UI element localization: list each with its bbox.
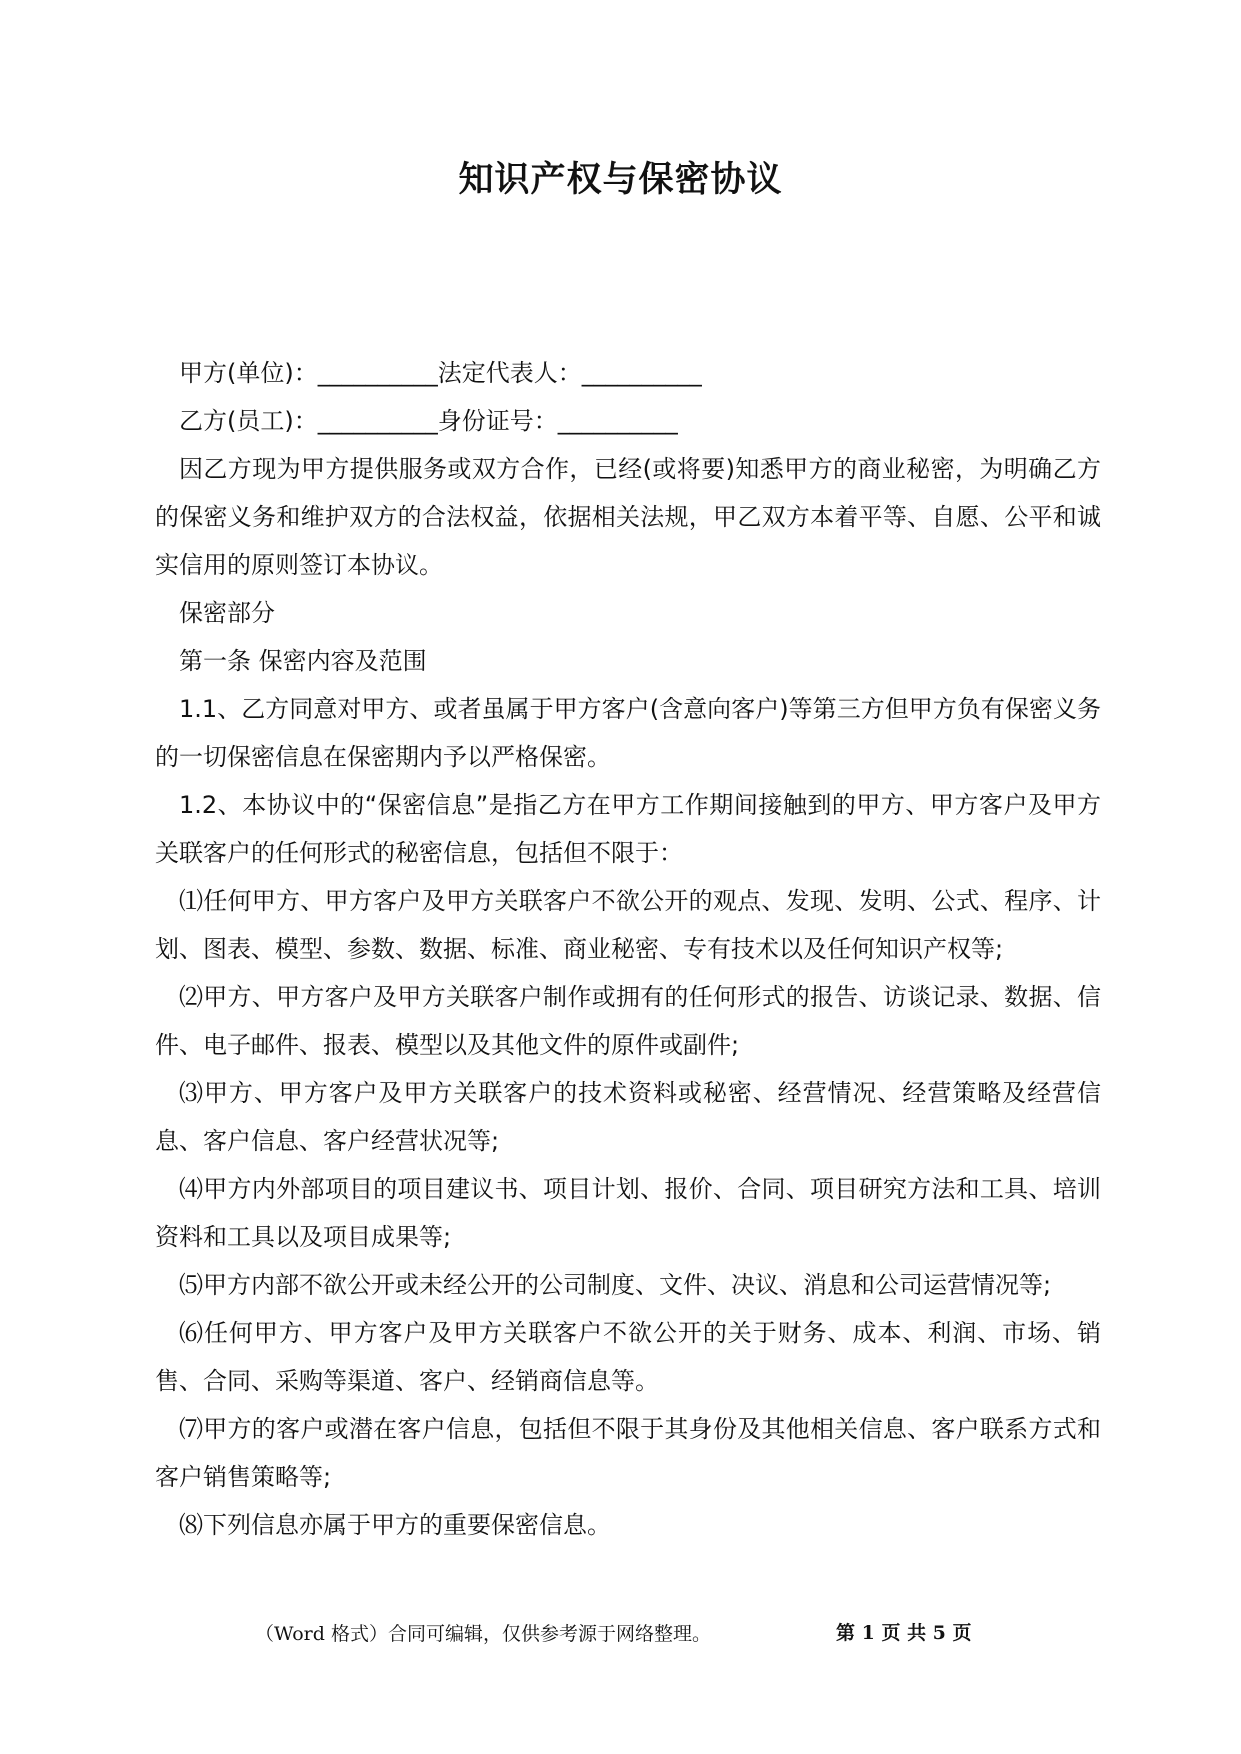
page-indicator: 第 1 页 共 5 页 (836, 1622, 972, 1644)
document-body (155, 349, 1101, 1549)
clause-1-1: 1.1、乙方同意对甲方、或者虽属于甲方客户(含意向客户)等第三方但甲方负有保密义务的一切保密信息在保密期内予以严格保密。 (155, 695, 1101, 771)
party-b-line: 乙方(员工)：__________身份证号：__________ (179, 407, 678, 435)
list-item-6: ⑹任何甲方、甲方客户及甲方关联客户不欲公开的关于财务、成本、利润、市场、销售、合同、采购等渠道、客户、经销商信息等。 (155, 1319, 1101, 1395)
list-item-3: ⑶甲方、甲方客户及甲方关联客户的技术资料或秘密、经营情况、经营策略及经营信息、客户信息、客户经营状况等; (155, 1079, 1101, 1155)
document-title: 知识产权与保密协议 (458, 160, 783, 200)
list-item-8: ⑻下列信息亦属于甲方的重要保密信息。 (179, 1511, 611, 1539)
list-item-1: ⑴任何甲方、甲方客户及甲方关联客户不欲公开的观点、发现、发明、公式、程序、计划、图表、模型、参数、数据、标准、商业秘密、专有技术以及任何知识产权等; (155, 887, 1101, 963)
party-a-line: 甲方(单位)：__________法定代表人：__________ (179, 359, 702, 387)
article-heading: 第一条 保密内容及范围 (179, 647, 427, 675)
preamble-paragraph: 因乙方现为甲方提供服务或双方合作，已经(或将要)知悉甲方的商业秘密，为明确乙方的保密义务和维护双方的合法权益，依据相关法规，甲乙双方本着平等、自愿、公平和诚实信用的原则签订本协议。 (155, 455, 1101, 579)
list-item-4: ⑷甲方内外部项目的项目建议书、项目计划、报价、合同、项目研究方法和工具、培训资料和工具以及项目成果等; (155, 1175, 1101, 1251)
footer-note: （Word 格式）合同可编辑，仅供参考源于网络整理。 (255, 1623, 711, 1645)
list-item-2: ⑵甲方、甲方客户及甲方关联客户制作或拥有的任何形式的报告、访谈记录、数据、信件、电子邮件、报表、模型以及其他文件的原件或副件; (155, 983, 1101, 1059)
clause-1-2: 1.2、本协议中的“保密信息”是指乙方在甲方工作期间接触到的甲方、甲方客户及甲方关联客户的任何形式的秘密信息，包括但不限于： (155, 791, 1101, 867)
list-item-5: ⑸甲方内部不欲公开或未经公开的公司制度、文件、决议、消息和公司运营情况等; (179, 1271, 1052, 1299)
section-heading: 保密部分 (179, 599, 275, 627)
list-item-7: ⑺甲方的客户或潜在客户信息，包括但不限于其身份及其他相关信息、客户联系方式和客户销售策略等; (155, 1415, 1101, 1491)
